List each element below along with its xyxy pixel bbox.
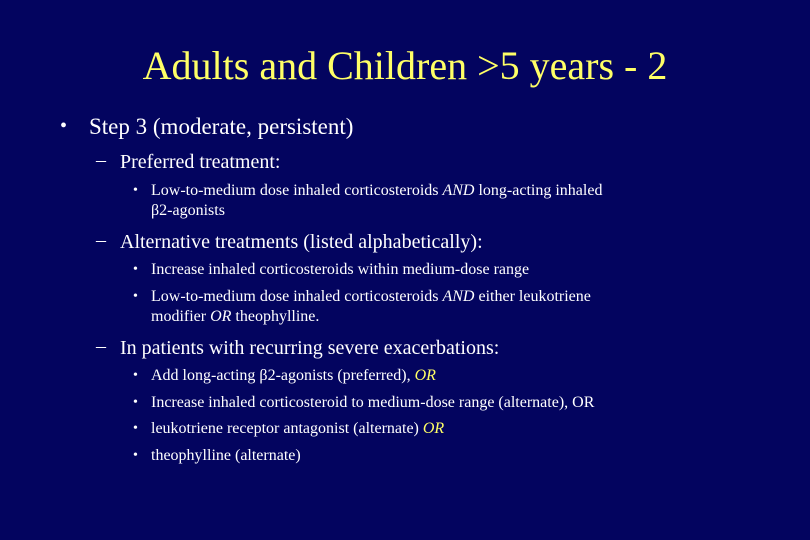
emphasis-text: AND <box>442 288 475 305</box>
bullet-icon: • <box>133 289 138 304</box>
recurring-item-text <box>151 419 751 439</box>
text-segment: Low-to-medium dose inhaled corticosteroids <box>151 182 443 199</box>
alternative-heading: Alternative treatments (listed alphabetically): <box>120 231 483 253</box>
alternative-item-text <box>151 287 751 327</box>
emphasis-text: AND <box>442 182 475 199</box>
text-line <box>151 307 751 327</box>
recurring-item-text <box>151 393 751 413</box>
emphasis-text: OR <box>414 367 436 384</box>
slide-title: Adults and Children >5 years - 2 <box>142 43 668 88</box>
text-segment: Low-to-medium dose inhaled corticosteroids <box>151 288 443 305</box>
step-label: Step 3 (moderate, persistent) <box>89 114 354 139</box>
alternative-item-text: Increase inhaled corticosteroids within medium-dose range <box>151 261 530 278</box>
bullet-icon: • <box>133 395 138 410</box>
text-segment: Add long-acting β2-agonists (preferred), <box>151 367 415 384</box>
text-segment: β2-agonists <box>151 202 225 219</box>
bullet-icon: • <box>133 368 138 383</box>
text-segment: either leukotriene <box>474 288 591 305</box>
dash-icon: – <box>96 335 106 357</box>
text-segment: Increase inhaled corticosteroid to medium-dose range (alternate), OR <box>151 394 595 411</box>
recurring-heading: In patients with recurring severe exacerbations: <box>120 337 500 359</box>
text-segment: modifier <box>151 308 211 325</box>
text-segment: theophylline. <box>231 308 320 325</box>
preferred-heading: Preferred treatment: <box>120 151 281 173</box>
recurring-item-text <box>151 446 751 466</box>
bullet-icon: • <box>60 115 68 137</box>
text-segment: leukotriene receptor antagonist (alternate) <box>151 420 423 437</box>
bullet-icon: • <box>133 183 138 198</box>
bullet-icon: • <box>133 448 138 463</box>
text-segment: long-acting inhaled <box>474 182 603 199</box>
bullet-icon: • <box>133 421 138 436</box>
recurring-item-text <box>151 366 751 386</box>
bullet-icon: • <box>133 262 138 277</box>
emphasis-text: OR <box>210 308 232 325</box>
text-segment: theophylline (alternate) <box>151 447 301 464</box>
emphasis-text: OR <box>422 420 445 437</box>
dash-icon: – <box>96 149 106 171</box>
preferred-item-text <box>151 181 751 221</box>
dash-icon: – <box>96 229 106 251</box>
